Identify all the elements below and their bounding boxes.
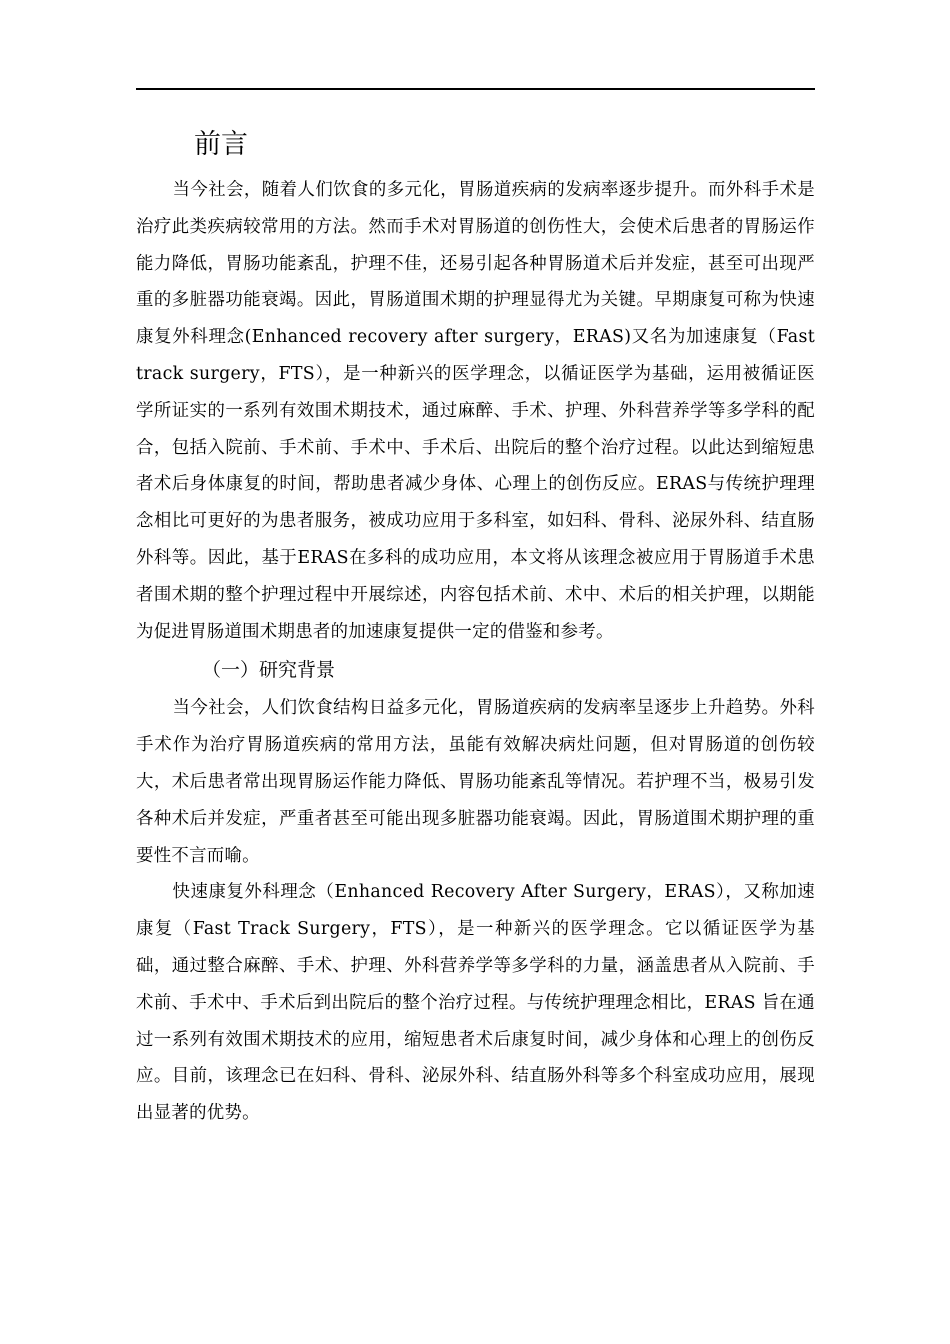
- header-rule: [136, 88, 815, 90]
- page-title: 前言: [194, 129, 248, 160]
- section-paragraph: 当今社会，人们饮食结构日益多元化，胃肠道疾病的发病率呈逐步上升趋势。外科手术作为治疗胃肠道疾病的常用方法，虽能有效解决病灶问题，但对胃肠道的创伤较大，术后患者常出现胃肠运作能力降低、胃肠功能紊乱等情况。若护理不当，极易引发各种术后并发症，严重者甚至可能出现多脏器功能衰竭。因此，胃肠道围术期护理的重要性不言而喻。: [136, 698, 815, 866]
- section-paragraph: 快速康复外科理念（Enhanced Recovery After Surgery，ERAS），又称加速康复（Fast Track Surgery，FTS），是一种新兴的医学理念。它以循证医学为基础，通过整合麻醉、手术、护理、外科营养学等多学科的力量，涵盖患者从入院前、手术前、手术中、手术后到出院后的整个治疗过程。与传统护理理念相比，ERAS 旨在通过一系列有效围术期技术的应用，缩短患者术后康复时间，减少身体和心理上的创伤反应。目前，该理念已在妇科、骨科、泌尿外科、结直肠外科等多个科室成功应用，展现出显著的优势。: [136, 882, 815, 1124]
- document-body: [136, 120, 815, 1132]
- section-heading-research-background: （一）研究背景: [202, 659, 336, 682]
- intro-paragraph: 当今社会，随着人们饮食的多元化，胃肠道疾病的发病率逐步提升。而外科手术是治疗此类疾病较常用的方法。然而手术对胃肠道的创伤性大，会使术后患者的胃肠运作能力降低，胃肠功能紊乱，护理不佳，还易引起各种胃肠道术后并发症，甚至可出现严重的多脏器功能衰竭。因此，胃肠道围术期的护理显得尤为关键。早期康复可称为快速康复外科理念(Enhanced recovery after surgery，ERAS)又名为加速康复（Fast track surgery，FTS），是一种新兴的医学理念，以循证医学为基础，运用被循证医学所证实的一系列有效围术期技术，通过麻醉、手术、护理、外科营养学等多学科的配合，包括入院前、手术前、手术中、手术后、出院后的整个治疗过程。以此达到缩短患者术后身体康复的时间，帮助患者减少身体、心理上的创伤反应。ERAS与传统护理理念相比可更好的为患者服务，被成功应用于多科室，如妇科、骨科、泌尿外科、结直肠外科等。因此，基于ERAS在多科的成功应用，本文将从该理念被应用于胃肠道手术患者围术期的整个护理过程中开展综述，内容包括术前、术中、术后的相关护理，以期能为促进胃肠道围术期患者的加速康复提供一定的借鉴和参考。: [136, 180, 815, 642]
